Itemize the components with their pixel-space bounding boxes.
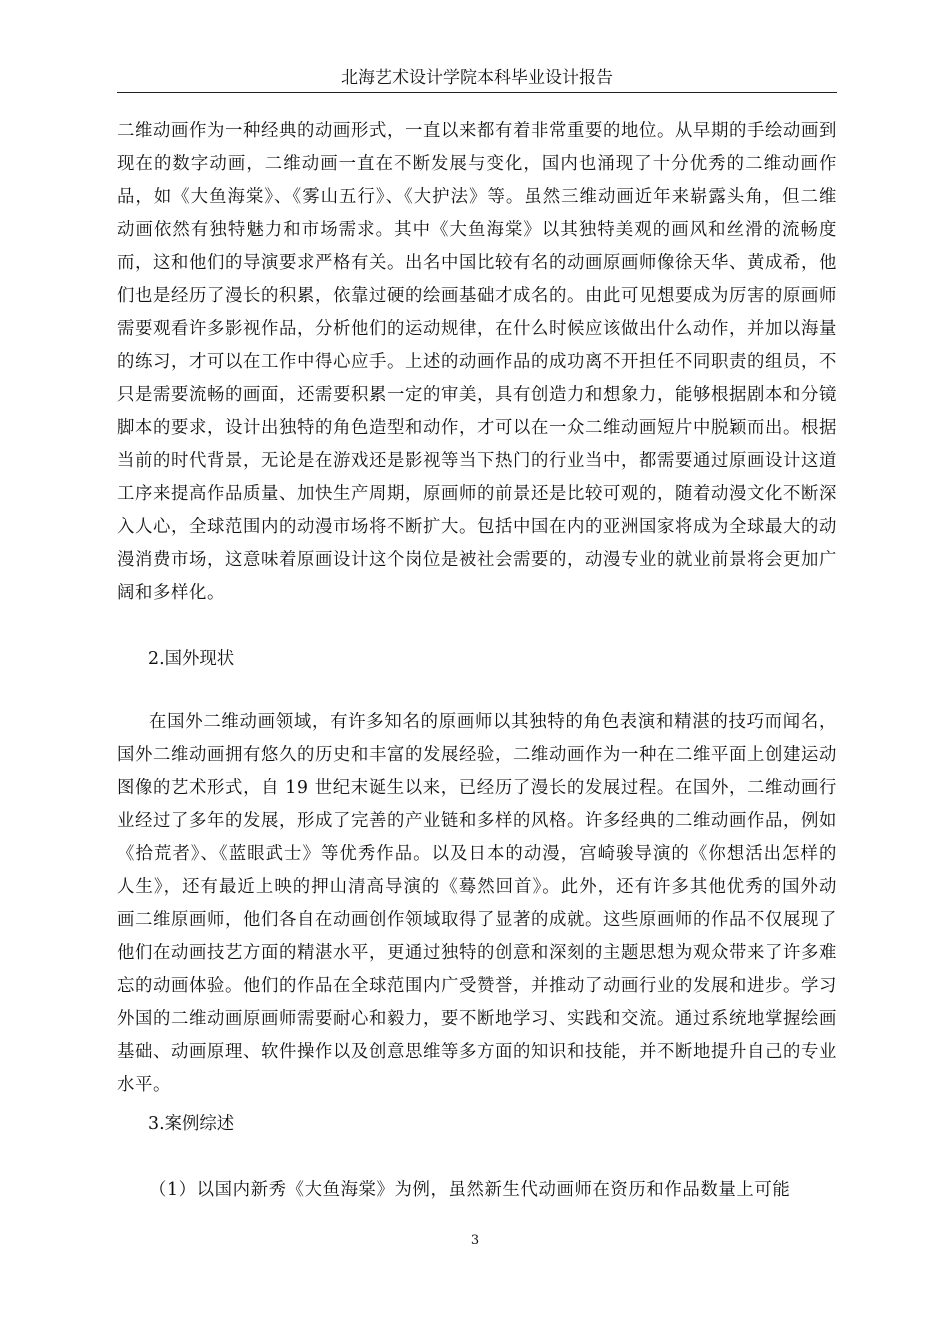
intro-paragraph: 二维动画作为一种经典的动画形式，一直以来都有着非常重要的地位。从早期的手绘动画到现在的数字动画，二维动画一直在不断发展与变化，国内也涌现了十分优秀的二维动画作品，如《大鱼海棠》、《雾山五行》、《大护法》等。虽然三维动画近年来崭露头角，但二维动画依然有独特魅力和市场需求。其中《大鱼海棠》以其独特美观的画风和丝滑的流畅度而，这和他们的导演要求严格有关。出名中国比较有名的动画原画师像徐天华、黄成希，他们也是经历了漫长的积累，依靠过硬的绘画基础才成名的。由此可见想要成为厉害的原画师需要观看许多影视作品，分析他们的运动规律，在什么时候应该做出什么动作，并加以海量的练习，才可以在工作中得心应手。上述的动画作品的成功离不开担任不同职责的组员，不只是需要流畅的画面，还需要积累一定的审美，具有创造力和想象力，能够根据剧本和分镜脚本的要求，设计出独特的角色造型和动作，才可以在一众二维动画短片中脱颖而出。根据当前的时代背景，无论是在游戏还是影视等当下热门的行业当中，都需要通过原画设计这道工序来提高作品质量、加快生产周期，原画师的前景还是比较可观的，随着动漫文化不断深入人心，全球范围内的动漫市场将不断扩大。包括中国在内的亚洲国家将成为全球最大的动漫消费市场，这意味着原画设计这个岗位是被社会需要的，动漫专业的就业前景将会更加广阔和多样化。 xyxy=(117,121,837,603)
foreign-status-paragraph: 在国外二维动画领域，有许多知名的原画师以其独特的角色表演和精湛的技巧而闻名，国外二维动画拥有悠久的历史和丰富的发展经验，二维动画作为一种在二维平面上创建运动图像的艺术形式，自 19 世纪末诞生以来，已经历了漫长的发展过程。在国外，二维动画行业经过了多年的发展，形成了完善的产业链和多样的风格。许多经典的二维动画作品，例如《拾荒者》、《蓝眼武士》等优秀作品。以及日本的动漫，宫崎骏导演的《你想活出怎样的人生》，还有最近上映的押山清高导演的《蓦然回首》。此外，还有许多其他优秀的国外动画二维原画师，他们各自在动画创作领域取得了显著的成就。这些原画师的作品不仅展现了他们在动画技艺方面的精湛水平，更通过独特的创意和深刻的主题思想为观众带来了许多难忘的动画体验。他们的作品在全球范围内广受赞誉，并推动了动画行业的发展和进步。学习外国的二维动画原画师需要耐心和毅力，要不断地学习、实践和交流。通过系统地掌握绘画基础、动画原理、软件操作以及创意思维等多方面的知识和技能，并不断地提升自己的专业水平。 xyxy=(117,712,837,1095)
section-heading-foreign-status: 2.国外现状 xyxy=(148,649,235,669)
section-heading-case-review: 3.案例综述 xyxy=(148,1114,235,1134)
header-title: 北海艺术设计学院本科毕业设计报告 xyxy=(341,68,613,88)
page-number: 3 xyxy=(470,1233,480,1248)
page-header xyxy=(117,66,837,93)
case-review-paragraph: （1）以国内新秀《大鱼海棠》为例，虽然新生代动画师在资历和作品数量上可能 xyxy=(149,1180,791,1200)
